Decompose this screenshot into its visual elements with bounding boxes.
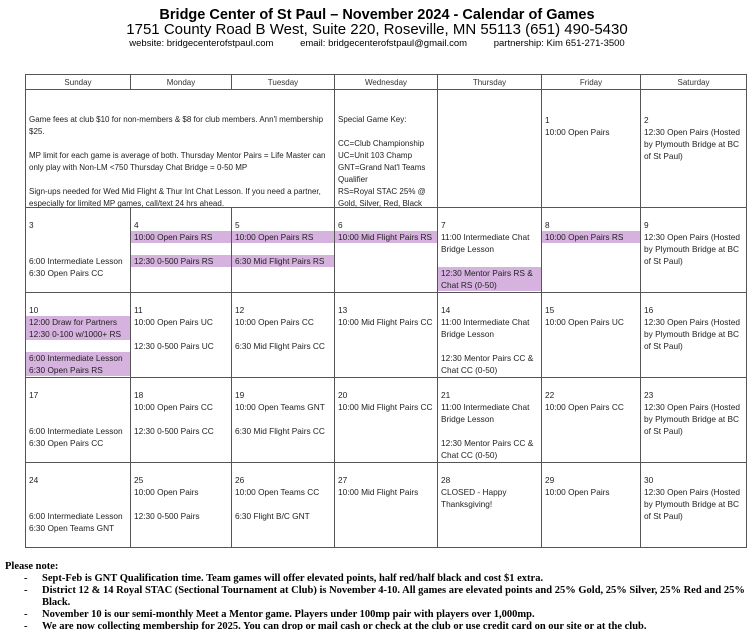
weekday-wednesday: Wednesday xyxy=(335,75,438,90)
note-item: We are now collecting membership for 2025. You can drop or mail cash or check at the club or use credit card on our site or at the club. xyxy=(42,621,647,630)
day-cell-4 xyxy=(131,208,232,293)
game-entry-highlight: 10:00 Mid Flight Pairs RS xyxy=(335,231,437,243)
day-cell-3 xyxy=(26,208,131,293)
partnership-text: partnership: Kim 651-271-3500 xyxy=(493,38,625,49)
day-number: 11 xyxy=(134,305,143,315)
weekday-tuesday: Tuesday xyxy=(232,75,335,90)
game-key-cell xyxy=(335,90,438,208)
closed-notice: CLOSED - Happy Thanksgiving! xyxy=(441,487,507,509)
bullet-dash: - xyxy=(24,585,28,596)
signup-note: Sign-ups needed for Wed Mid Flight & Thur Int Chat Lesson. If you need a partner, especially for limited MP games, call/text 24 hrs ahead. xyxy=(29,187,321,209)
week-row-1 xyxy=(26,90,747,208)
week-row-5 xyxy=(26,463,747,548)
game-entry-highlight: 12:30 0-500 Pairs RS xyxy=(131,255,231,267)
contact-line xyxy=(0,38,754,49)
please-note-heading: Please note: xyxy=(5,561,59,572)
game-entry: 12:30 0-500 Pairs CC xyxy=(134,426,214,436)
game-entry: 12:30 Open Pairs (Hosted by Plymouth Bridge at BC of St Paul) xyxy=(644,487,740,521)
day-number: 6 xyxy=(338,220,343,230)
day-cell-27 xyxy=(335,463,438,548)
game-entry: 12:30 Mentor Pairs CC & Chat CC (0-50) xyxy=(441,438,534,460)
game-entry: 10:00 Open Pairs xyxy=(545,127,610,137)
day-cell-22 xyxy=(542,378,641,463)
day-number: 22 xyxy=(545,390,555,400)
mp-note: MP limit for each game is average of both. Thursday Mentor Pairs = Life Master can only play with Non-LM <750 Thursday Chat Bridge = 0-50 MP xyxy=(29,151,326,173)
day-number: 19 xyxy=(235,390,245,400)
day-cell-20 xyxy=(335,378,438,463)
game-entry-highlight: 12:30 Mentor Pairs RS & Chat RS (0-50) xyxy=(438,267,541,291)
game-entry: 6:30 Open Teams GNT xyxy=(29,523,115,533)
key-rs: RS=Royal STAC 25% @ Gold, Silver, Red, Black xyxy=(338,187,426,209)
weekday-header-row xyxy=(26,75,747,90)
game-entry-highlight: 12:00 Draw for Partners xyxy=(26,316,130,328)
day-number: 25 xyxy=(134,475,144,485)
game-entry: 11:00 Intermediate Chat Bridge Lesson xyxy=(441,317,530,339)
game-entry-highlight: 12:30 0-100 w/1000+ RS xyxy=(26,328,130,340)
day-cell-29 xyxy=(542,463,641,548)
bullet-dash: - xyxy=(24,609,28,620)
game-entry: 6:30 Flight B/C GNT xyxy=(235,511,310,521)
note-item: District 12 & 14 Royal STAC (Sectional Tournament at Club) is November 4-10. All games are elevated points and 25% Gold, 25% Silver, 25% Red and 25% Black. xyxy=(42,585,745,608)
game-entry: 10:00 Open Pairs CC xyxy=(134,402,213,412)
day-number: 12 xyxy=(235,305,245,315)
day-cell-7 xyxy=(438,208,542,293)
game-entry: 6:30 Open Pairs CC xyxy=(29,268,104,278)
day-number: 18 xyxy=(134,390,144,400)
day-number: 1 xyxy=(545,115,550,125)
day-cell-28 xyxy=(438,463,542,548)
day-cell-12 xyxy=(232,293,335,378)
game-entry: 6:30 Open Pairs CC xyxy=(29,438,104,448)
day-number: 26 xyxy=(235,475,245,485)
game-entry: 12:30 Open Pairs (Hosted by Plymouth Bridge at BC of St Paul) xyxy=(644,402,740,436)
day-number: 15 xyxy=(545,305,555,315)
day-number: 23 xyxy=(644,390,654,400)
day-number: 14 xyxy=(441,305,451,315)
day-cell-25 xyxy=(131,463,232,548)
day-number: 27 xyxy=(338,475,348,485)
day-number: 21 xyxy=(441,390,451,400)
game-entry: 12:30 0-500 Pairs UC xyxy=(134,341,214,351)
fee-notes-cell xyxy=(26,90,335,208)
day-cell-1 xyxy=(542,90,641,208)
weekday-monday: Monday xyxy=(131,75,232,90)
game-entry: 6:00 Intermediate Lesson xyxy=(29,426,123,436)
day-cell-15 xyxy=(542,293,641,378)
weekday-thursday: Thursday xyxy=(438,75,542,90)
game-entry: 10:00 Open Pairs xyxy=(134,487,199,497)
game-entry: 11:00 Intermediate Chat Bridge Lesson xyxy=(441,232,530,254)
day-cell-21 xyxy=(438,378,542,463)
game-entry: 10:00 Open Pairs CC xyxy=(545,402,624,412)
game-entry: 10:00 Open Pairs UC xyxy=(134,317,213,327)
game-entry-highlight: 6:00 Intermediate Lesson xyxy=(26,352,130,364)
game-entry: 6:30 Mid Flight Pairs CC xyxy=(235,341,325,351)
day-cell-26 xyxy=(232,463,335,548)
game-entry-highlight: 10:00 Open Pairs RS xyxy=(131,231,231,243)
day-cell-23 xyxy=(641,378,747,463)
game-entry-highlight: 6:30 Mid Flight Pairs RS xyxy=(232,255,334,267)
page-title: Bridge Center of St Paul – November 2024 - Calendar of Games xyxy=(159,7,595,23)
day-cell-17 xyxy=(26,378,131,463)
website-text: website: bridgecenterofstpaul.com xyxy=(129,38,274,49)
email-text: email: bridgecenterofstpaul@gmail.com xyxy=(300,38,468,49)
key-cc: CC=Club Championship xyxy=(338,139,425,148)
day-cell-16 xyxy=(641,293,747,378)
day-number: 5 xyxy=(235,220,240,230)
key-title: Special Game Key: xyxy=(338,115,407,124)
day-cell-9 xyxy=(641,208,747,293)
game-entry: 11:00 Intermediate Chat Bridge Lesson xyxy=(441,402,530,424)
game-entry: 6:00 Intermediate Lesson xyxy=(29,256,123,266)
game-entry: 6:30 Mid Flight Pairs CC xyxy=(235,426,325,436)
note-item: Sept-Feb is GNT Qualification time. Team games will offer elevated points, half red/half black and cost $1 extra. xyxy=(42,573,544,584)
day-cell-24 xyxy=(26,463,131,548)
day-number: 28 xyxy=(441,475,451,485)
day-number: 8 xyxy=(545,220,550,230)
day-cell-18 xyxy=(131,378,232,463)
game-entry: 6:00 Intermediate Lesson xyxy=(29,511,123,521)
game-entry-highlight: 10:00 Open Pairs RS xyxy=(232,231,334,243)
game-entry: 12:30 Open Pairs (Hosted by Plymouth Bridge at BC of St Paul) xyxy=(644,127,740,161)
bullet-dash: - xyxy=(24,573,28,584)
day-number: 16 xyxy=(644,305,654,315)
note-item: November 10 is our semi-monthly Meet a Mentor game. Players under 100mp pair with players over 1,000mp. xyxy=(42,609,535,620)
bullet-dash: - xyxy=(24,621,28,632)
key-gnt: GNT=Grand Nat'l Teams Qualifier xyxy=(338,163,426,185)
day-cell-5 xyxy=(232,208,335,293)
game-entry: 10:00 Open Teams GNT xyxy=(235,402,325,412)
day-number: 9 xyxy=(644,220,649,230)
day-cell-14 xyxy=(438,293,542,378)
day-cell-30 xyxy=(641,463,747,548)
fee-note: Game fees at club $10 for non-members & $8 for club members. Ann'l membership $25. xyxy=(29,115,324,137)
game-entry-highlight: 6:30 Open Pairs RS xyxy=(26,364,130,376)
day-cell-8 xyxy=(542,208,641,293)
day-number: 7 xyxy=(441,220,446,230)
weekday-friday: Friday xyxy=(542,75,641,90)
empty-day-cell xyxy=(438,90,542,208)
day-cell-2 xyxy=(641,90,747,208)
game-entry-highlight: 10:00 Open Pairs RS xyxy=(542,231,640,243)
weekday-saturday: Saturday xyxy=(641,75,747,90)
club-address: 1751 County Road B West, Suite 220, Roseville, MN 55113 (651) 490-5430 xyxy=(126,21,628,38)
day-number: 10 xyxy=(29,305,39,315)
game-entry: 10:00 Open Teams CC xyxy=(235,487,320,497)
game-entry: 12:30 0-500 Pairs xyxy=(134,511,200,521)
game-entry: 10:00 Open Pairs UC xyxy=(545,317,624,327)
game-entry: 12:30 Mentor Pairs CC & Chat CC (0-50) xyxy=(441,353,534,375)
week-row-2 xyxy=(26,208,747,293)
day-number: 29 xyxy=(545,475,555,485)
day-number: 24 xyxy=(29,475,39,485)
day-number: 17 xyxy=(29,390,39,400)
game-entry: 10:00 Mid Flight Pairs CC xyxy=(338,317,433,327)
day-number: 13 xyxy=(338,305,348,315)
day-number: 20 xyxy=(338,390,348,400)
day-number: 2 xyxy=(644,115,649,125)
week-row-4 xyxy=(26,378,747,463)
week-row-3 xyxy=(26,293,747,378)
day-cell-11 xyxy=(131,293,232,378)
game-entry: 10:00 Mid Flight Pairs xyxy=(338,487,419,497)
calendar-table xyxy=(25,74,747,548)
day-cell-6 xyxy=(335,208,438,293)
game-entry: 12:30 Open Pairs (Hosted by Plymouth Bridge at BC of St Paul) xyxy=(644,317,740,351)
game-entry: 10:00 Open Pairs xyxy=(545,487,610,497)
game-entry: 12:30 Open Pairs (Hosted by Plymouth Bridge at BC of St Paul) xyxy=(644,232,740,266)
weekday-sunday: Sunday xyxy=(26,75,131,90)
day-number: 4 xyxy=(134,220,139,230)
day-number: 3 xyxy=(29,220,34,230)
day-cell-10 xyxy=(26,293,131,378)
day-cell-13 xyxy=(335,293,438,378)
game-entry: 10:00 Open Pairs CC xyxy=(235,317,314,327)
day-number: 30 xyxy=(644,475,654,485)
day-cell-19 xyxy=(232,378,335,463)
game-entry: 10:00 Mid Flight Pairs CC xyxy=(338,402,433,412)
key-uc: UC=Unit 103 Champ xyxy=(338,151,413,160)
